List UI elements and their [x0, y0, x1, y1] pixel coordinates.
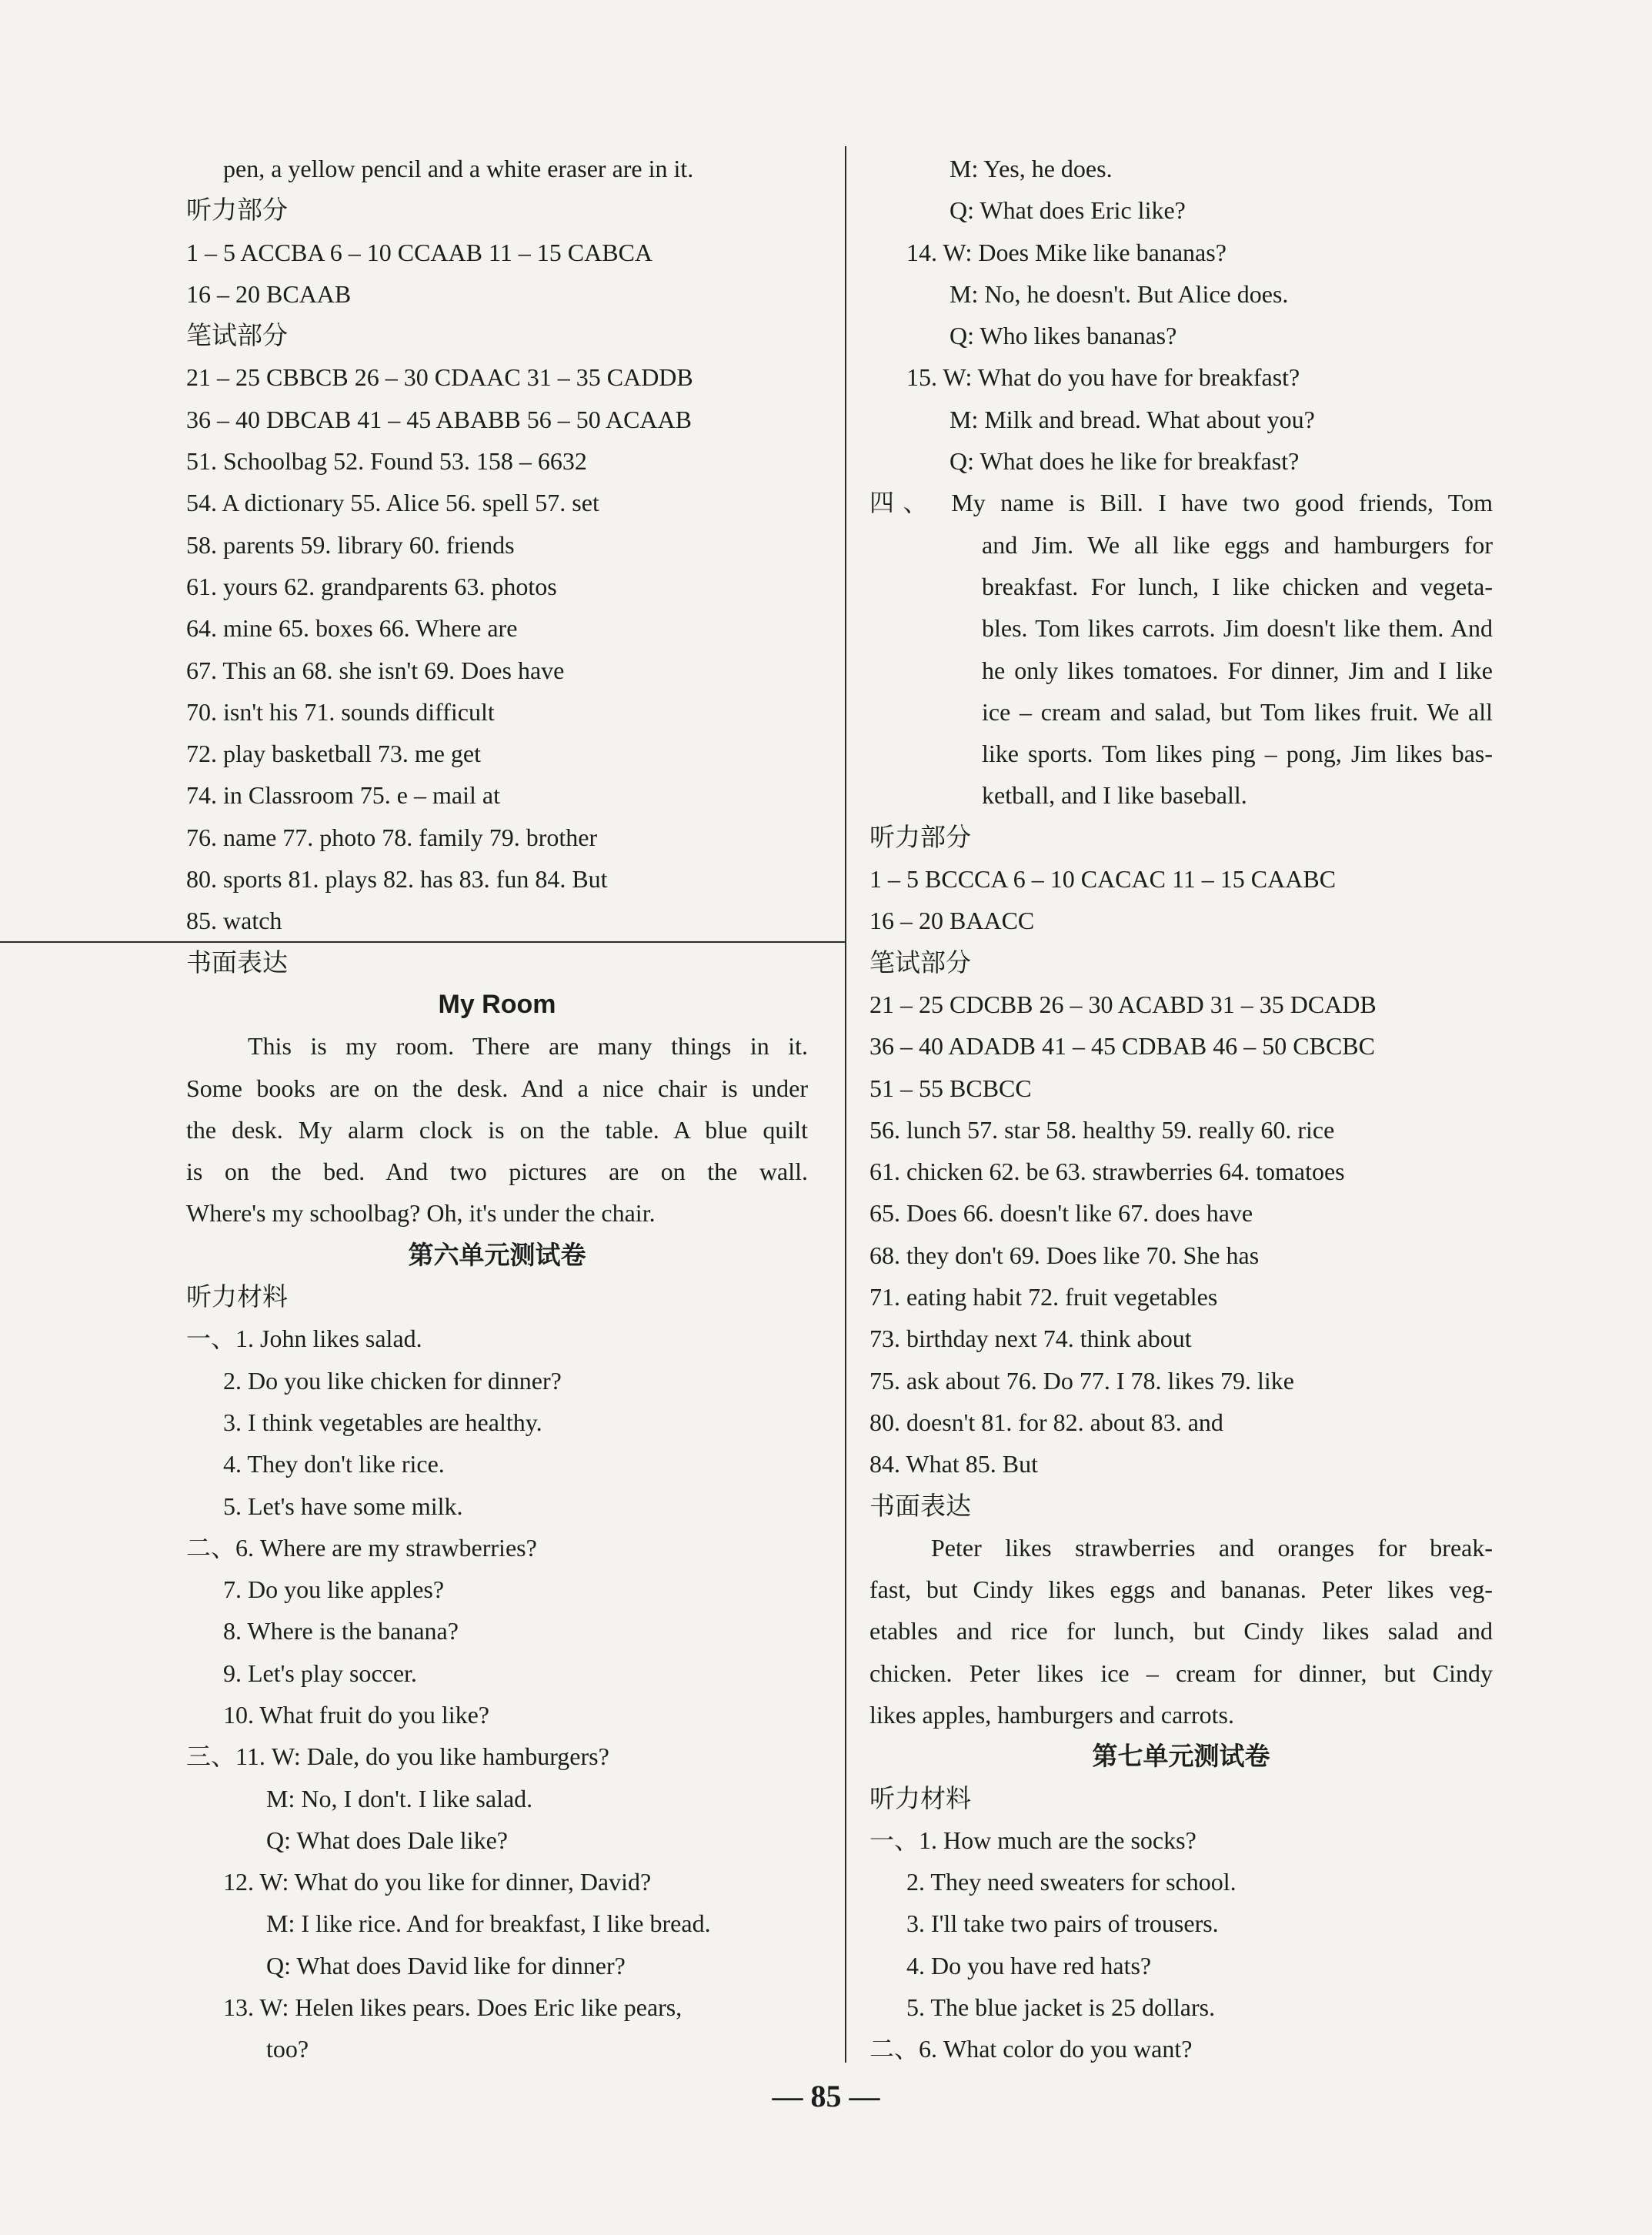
text-line: 2. They need sweaters for school. — [906, 1868, 1236, 1896]
text-line: 听力材料 — [869, 1782, 971, 1813]
text-line: 一、1. John likes salad. — [186, 1325, 422, 1353]
text-line: is on the bed. And two pictures are on the wall. — [186, 1158, 808, 1186]
text-line: 72. play basketball 73. me get — [186, 740, 482, 768]
text-line: 73. birthday next 74. think about — [869, 1325, 1192, 1353]
text-line: 二、6. Where are my strawberries? — [186, 1533, 537, 1562]
left-column — [186, 148, 808, 2070]
text-line: M: Milk and bread. What about you? — [949, 405, 1315, 433]
text-line: 16 – 20 BAACC — [869, 907, 1035, 935]
text-line: My Room — [438, 989, 556, 1019]
text-line: This is my room. There are many things in it. — [248, 1032, 808, 1061]
text-line: M: No, I don't. I like salad. — [266, 1784, 533, 1812]
text-line: 四、 My name is Bill. I have two good friends, Tom — [869, 489, 1493, 517]
text-line: like sports. Tom likes ping – pong, Jim likes bas- — [982, 740, 1493, 768]
text-line: 4. They don't like rice. — [223, 1450, 445, 1478]
text-line: 36 – 40 DBCAB 41 – 45 ABABB 56 – 50 ACAAB — [186, 405, 692, 433]
text-line: 5. Let's have some milk. — [223, 1492, 463, 1520]
text-line: Where's my schoolbag? Oh, it's under the chair. — [186, 1199, 656, 1228]
text-line: ice – cream and salad, but Tom likes fruit. We all — [982, 697, 1493, 726]
text-line: 75. ask about 76. Do 77. I 78. likes 79. like — [869, 1366, 1294, 1395]
text-line: bles. Tom likes carrots. Jim doesn't like them. And — [982, 614, 1493, 643]
text-line: 5. The blue jacket is 25 dollars. — [906, 1993, 1216, 2022]
text-line: 二、6. What color do you want? — [869, 2035, 1193, 2063]
text-line: 84. What 85. But — [869, 1450, 1038, 1478]
text-line: 51 – 55 BCBCC — [869, 1074, 1032, 1102]
text-line: 笔试部分 — [186, 320, 288, 351]
text-line: 58. parents 59. library 60. friends — [186, 530, 515, 559]
text-line: 书面表达 — [869, 1490, 971, 1521]
text-line: 1 – 5 BCCCA 6 – 10 CACAC 11 – 15 CAABC — [869, 865, 1337, 894]
text-line: 12. W: What do you like for dinner, David? — [223, 1868, 652, 1896]
text-line: ketball, and I like baseball. — [982, 781, 1247, 810]
text-line: Q: What does Eric like? — [949, 196, 1186, 225]
text-line: 书面表达 — [186, 947, 288, 977]
text-line: 10. What fruit do you like? — [223, 1700, 489, 1729]
text-line: 85. watch — [186, 900, 808, 941]
text-line: 80. doesn't 81. for 82. about 83. and — [869, 1408, 1223, 1436]
column-divider — [845, 146, 846, 2063]
text-line: 51. Schoolbag 52. Found 53. 158 – 6632 — [186, 447, 587, 476]
text-line: M: I like rice. And for breakfast, I like bread. — [266, 1909, 711, 1938]
text-line: 76. name 77. photo 78. family 79. brother — [186, 823, 598, 851]
text-line: the desk. My alarm clock is on the table. A blue quilt — [186, 1115, 808, 1144]
text-line: 16 – 20 BCAAB — [186, 279, 352, 308]
text-line: Q: What does he like for breakfast? — [949, 447, 1300, 476]
text-line: 一、1. How much are the socks? — [869, 1826, 1196, 1854]
text-line: fast, but Cindy likes eggs and bananas. Peter likes veg- — [869, 1575, 1493, 1604]
text-line: 3. I think vegetables are healthy. — [223, 1408, 542, 1436]
text-line: 21 – 25 CBBCB 26 – 30 CDAAC 31 – 35 CADDB — [186, 363, 693, 392]
text-line: Q: What does Dale like? — [266, 1826, 508, 1854]
text-line: 三、11. W: Dale, do you like hamburgers? — [186, 1742, 609, 1771]
text-line: 第六单元测试卷 — [408, 1239, 586, 1270]
text-line: 67. This an 68. she isn't 69. Does have — [186, 656, 565, 684]
text-line: and Jim. We all like eggs and hamburgers for — [982, 530, 1493, 559]
text-line: 65. Does 66. doesn't like 67. does have — [869, 1199, 1253, 1228]
text-line: 9. Let's play soccer. — [223, 1659, 417, 1687]
text-line: 15. W: What do you have for breakfast? — [906, 363, 1300, 392]
text-line: 61. chicken 62. be 63. strawberries 64. tomatoes — [869, 1158, 1345, 1186]
text-line: 2. Do you like chicken for dinner? — [223, 1366, 562, 1395]
text-line: 4. Do you have red hats? — [906, 1951, 1152, 1979]
text-line: M: Yes, he does. — [949, 155, 1113, 182]
text-line: 74. in Classroom 75. e – mail at — [186, 781, 500, 810]
text-line: 听力材料 — [186, 1281, 288, 1312]
text-line: likes apples, hamburgers and carrots. — [869, 1700, 1234, 1729]
text-line: chicken. Peter likes ice – cream for dinner, but Cindy — [869, 1659, 1493, 1687]
text-line: etables and rice for lunch, but Cindy likes salad and — [869, 1617, 1493, 1645]
text-line: 61. yours 62. grandparents 63. photos — [186, 572, 557, 600]
text-line: M: No, he doesn't. But Alice does. — [949, 279, 1289, 308]
text-line: Some books are on the desk. And a nice chair is under — [186, 1074, 808, 1102]
text-line: 听力部分 — [186, 195, 288, 226]
text-line: Q: What does David like for dinner? — [266, 1951, 626, 1979]
page-number: — 85 — — [772, 2079, 880, 2113]
text-line: 54. A dictionary 55. Alice 56. spell 57. set — [186, 489, 599, 517]
text-line: 笔试部分 — [869, 947, 971, 977]
text-line: pen, a yellow pencil and a white eraser are in it. — [223, 155, 694, 182]
text-line: 7. Do you like apples? — [223, 1575, 445, 1604]
right-column — [869, 148, 1493, 2070]
text-line: 36 – 40 ADADB 41 – 45 CDBAB 46 – 50 CBCBC — [869, 1032, 1375, 1061]
text-line: Peter likes strawberries and oranges for break- — [931, 1533, 1493, 1562]
text-line: 80. sports 81. plays 82. has 83. fun 84. But — [186, 865, 608, 894]
text-line: 1 – 5 ACCBA 6 – 10 CCAAB 11 – 15 CABCA — [186, 238, 653, 266]
text-line: 68. they don't 69. Does like 70. She has — [869, 1241, 1260, 1269]
text-line: 64. mine 65. boxes 66. Where are — [186, 614, 518, 643]
text-line: 21 – 25 CDCBB 26 – 30 ACABD 31 – 35 DCADB — [869, 990, 1377, 1018]
text-line: 71. eating habit 72. fruit vegetables — [869, 1283, 1218, 1311]
text-line: Q: Who likes bananas? — [949, 322, 1177, 350]
text-line: 8. Where is the banana? — [223, 1617, 459, 1645]
text-line: too? — [266, 2035, 309, 2063]
text-line: he only likes tomatoes. For dinner, Jim and I like — [982, 656, 1493, 684]
text-line: 听力部分 — [869, 821, 971, 852]
text-line: 14. W: Does Mike like bananas? — [906, 238, 1226, 266]
text-line: 70. isn't his 71. sounds difficult — [186, 697, 495, 726]
text-line: breakfast. For lunch, I like chicken and vegeta- — [982, 572, 1493, 600]
text-line: 13. W: Helen likes pears. Does Eric like pears, — [223, 1993, 682, 2022]
text-line: 第七单元测试卷 — [1092, 1741, 1270, 1772]
text-line: 56. lunch 57. star 58. healthy 59. really 60. rice — [869, 1115, 1335, 1144]
text-line: 3. I'll take two pairs of trousers. — [906, 1909, 1219, 1938]
